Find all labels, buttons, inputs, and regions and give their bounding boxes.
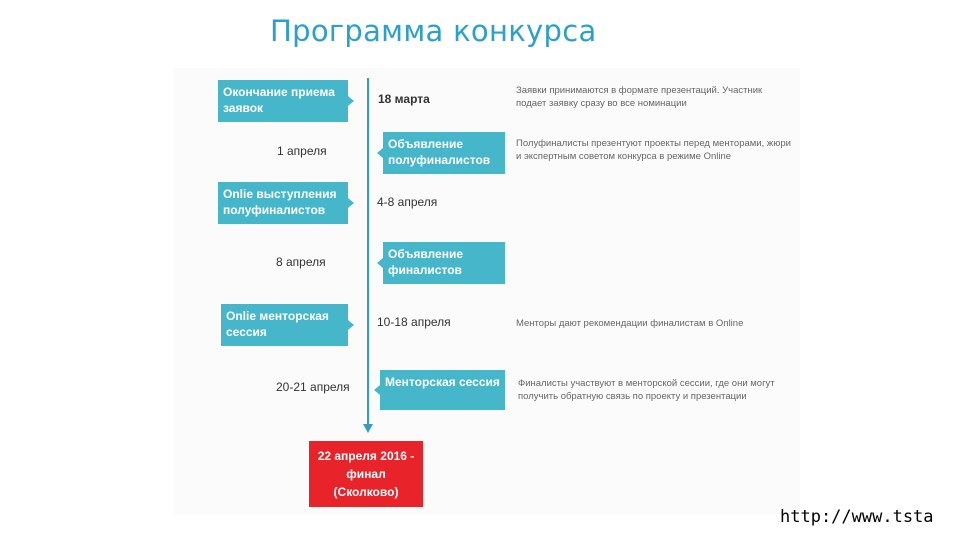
slide-title: Программа конкурса [270, 14, 597, 48]
event-date-mentor-session: 20-21 апреля [276, 380, 350, 394]
timeline-arrow-icon [363, 424, 373, 433]
event-date-applications-end: 18 марта [378, 92, 430, 106]
event-box-mentor-session: Менторская сессия [380, 370, 505, 410]
final-line-date: 22 апреля 2016 - [317, 449, 415, 463]
event-box-semifinalists: Объявление полуфиналистов [383, 132, 505, 174]
event-box-applications-end: Окончание приема заявок [218, 80, 348, 122]
event-date-finalists: 8 апреля [276, 255, 326, 269]
event-desc-applications-end: Заявки принимаются в формате презентаций. Участник подает заявку сразу во все номинации [516, 85, 763, 109]
event-date-online-mentor: 10-18 апреля [377, 315, 451, 329]
final-line-venue: (Сколково) [333, 485, 399, 499]
event-desc-semifinalists: Полуфиналисты презентуют проекты перед менторами, жюри и экспертным советом конкурса в режиме Online [516, 138, 791, 162]
timeline-line [367, 78, 369, 428]
final-line-stage: финал [346, 467, 386, 481]
footer-url: http://www.tsta [780, 507, 934, 527]
event-box-online-semifinal: Onlie выступления полуфиналистов [218, 182, 348, 224]
event-desc-mentor-session: Финалисты участвуют в менторской сессии, где они могут получить обратную связь по проекту и презентации [518, 378, 775, 402]
event-box-finalists: Объявление финалистов [383, 242, 505, 284]
event-date-semifinalists: 1 апреля [277, 144, 327, 158]
event-date-online-semifinal: 4-8 апреля [377, 195, 438, 209]
event-desc-online-mentor: Менторы дают рекомендации финалистам в Online [516, 318, 744, 329]
final-box [309, 441, 423, 507]
event-box-online-mentor: Onlie менторская сессия [221, 304, 348, 346]
